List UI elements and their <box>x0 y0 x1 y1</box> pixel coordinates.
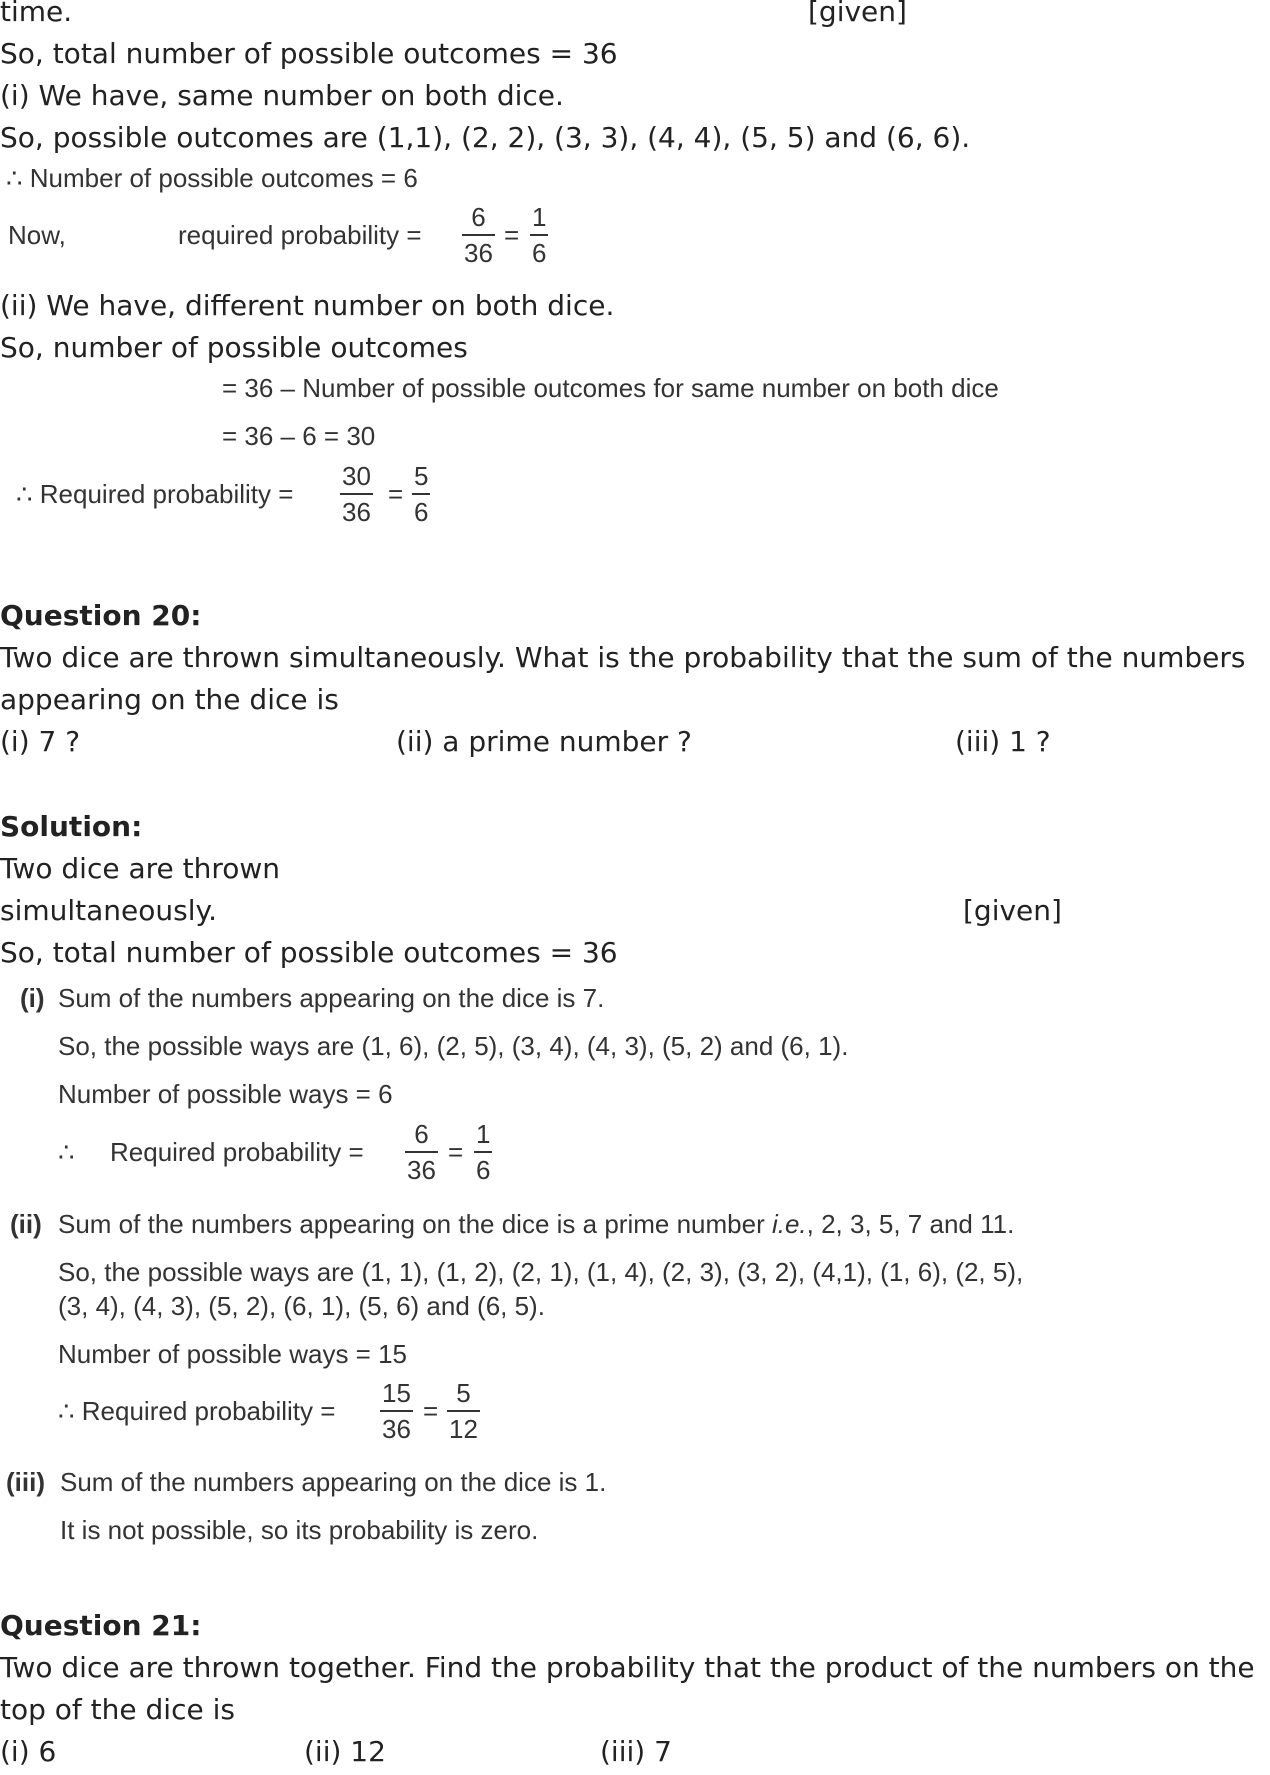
fraction <box>412 461 430 527</box>
text-segment: , 2, 3, 5, 7 and 11. <box>806 1209 1015 1239</box>
text-line: So, total number of possible outcomes = 36 <box>0 936 618 969</box>
option: (ii) a prime number ? <box>396 725 692 758</box>
text-line: So, the possible ways are (1, 6), (2, 5), (3, 4), (4, 3), (5, 2) and (6, 1). <box>58 1031 849 1061</box>
numerator: 6 <box>414 1119 429 1149</box>
question-text: Two dice are thrown simultaneously. What is the probability that the sum of the numbers <box>0 641 1246 674</box>
therefore-symbol: ∴ <box>58 1137 75 1167</box>
option: (iii) 1 ? <box>955 725 1051 758</box>
question-text: appearing on the dice is <box>0 683 339 716</box>
text-line: So, number of possible outcomes <box>0 331 468 364</box>
text-line: So, possible outcomes are (1,1), (2, 2), (3, 3), (4, 4), (5, 5) and (6, 6). <box>0 121 971 154</box>
fraction-bar <box>447 1410 480 1412</box>
equals-sign: = <box>448 1137 464 1167</box>
equals-sign: = <box>423 1396 439 1426</box>
text-line: = 36 – Number of possible outcomes for same number on both dice <box>222 373 999 403</box>
question-text: Two dice are thrown together. Find the probability that the product of the numbers on the <box>0 1651 1255 1684</box>
text-line: (3, 4), (4, 3), (5, 2), (6, 1), (5, 6) and (6, 5). <box>58 1291 545 1321</box>
fraction-bar <box>530 234 548 236</box>
text-line: So, the possible ways are (1, 1), (1, 2), (2, 1), (1, 4), (2, 3), (3, 2), (4,1), (1, 6), (2, 5), <box>58 1257 1024 1287</box>
part-marker: (iii) <box>6 1467 45 1497</box>
option: (ii) 12 <box>304 1735 386 1768</box>
text-segment: Sum of the numbers appearing on the dice is a prime number <box>58 1209 772 1239</box>
text-line: (ii) We have, different number on both dice. <box>0 289 615 322</box>
now-label: Now, <box>8 220 66 250</box>
required-probability-label: ∴ Required probability = <box>16 479 294 509</box>
fraction <box>474 1119 492 1185</box>
numerator: 1 <box>476 1119 491 1149</box>
text-line: Number of possible ways = 15 <box>58 1339 408 1369</box>
fraction-bar <box>380 1410 413 1412</box>
denominator: 36 <box>407 1155 436 1185</box>
text-segment: i.e. <box>771 1209 807 1239</box>
numerator: 15 <box>382 1378 411 1408</box>
denominator: 36 <box>342 497 371 527</box>
text-line: Number of possible ways = 6 <box>58 1079 393 1109</box>
solution-heading: Solution: <box>0 810 143 843</box>
required-probability-label: ∴ Required probability = <box>58 1396 336 1426</box>
denominator: 36 <box>382 1414 411 1444</box>
fraction-bar <box>405 1151 438 1153</box>
fraction <box>405 1119 438 1185</box>
equals-sign: = <box>388 479 404 509</box>
option: (iii) 7 <box>600 1735 672 1768</box>
question-heading: Question 20: <box>0 599 202 632</box>
fraction-bar <box>462 234 495 236</box>
fraction <box>380 1378 413 1444</box>
required-probability-label: Required probability = <box>110 1137 364 1167</box>
denominator: 12 <box>449 1414 478 1444</box>
fraction <box>530 202 548 268</box>
numerator: 1 <box>532 202 547 232</box>
text-line: time. <box>0 0 73 28</box>
fraction-bar <box>474 1151 492 1153</box>
numerator: 30 <box>342 461 371 491</box>
part-marker: (ii) <box>10 1209 42 1239</box>
given-tag: [given] <box>963 894 1062 927</box>
fraction <box>462 202 495 268</box>
numerator: 5 <box>456 1378 471 1408</box>
text-line: = 36 – 6 = 30 <box>222 421 376 451</box>
denominator: 6 <box>476 1155 491 1185</box>
text-line: simultaneously. <box>0 894 217 927</box>
text-line: Two dice are thrown <box>0 852 281 885</box>
text-line: ∴ Number of possible outcomes = 6 <box>6 163 418 193</box>
fraction <box>340 461 373 527</box>
option: (i) 6 <box>0 1735 57 1768</box>
text-line: It is not possible, so its probability is zero. <box>60 1515 539 1545</box>
given-tag: [given] <box>808 0 907 28</box>
fraction-bar <box>412 493 430 495</box>
denominator: 6 <box>532 238 547 268</box>
question-text: top of the dice is <box>0 1693 235 1726</box>
part-marker: (i) <box>20 983 45 1013</box>
option: (i) 7 ? <box>0 725 81 758</box>
numerator: 5 <box>414 461 429 491</box>
text-line <box>58 1209 1014 1239</box>
fraction-bar <box>340 493 373 495</box>
denominator: 6 <box>414 497 429 527</box>
fraction <box>447 1378 480 1444</box>
question-heading: Question 21: <box>0 1609 202 1642</box>
text-line: So, total number of possible outcomes = 36 <box>0 37 618 70</box>
required-probability-label: required probability = <box>178 220 422 250</box>
denominator: 36 <box>464 238 493 268</box>
equals-sign: = <box>504 220 520 250</box>
text-line: Sum of the numbers appearing on the dice is 1. <box>60 1467 607 1497</box>
text-line: Sum of the numbers appearing on the dice is 7. <box>58 983 605 1013</box>
numerator: 6 <box>471 202 486 232</box>
text-line: (i) We have, same number on both dice. <box>0 79 564 112</box>
